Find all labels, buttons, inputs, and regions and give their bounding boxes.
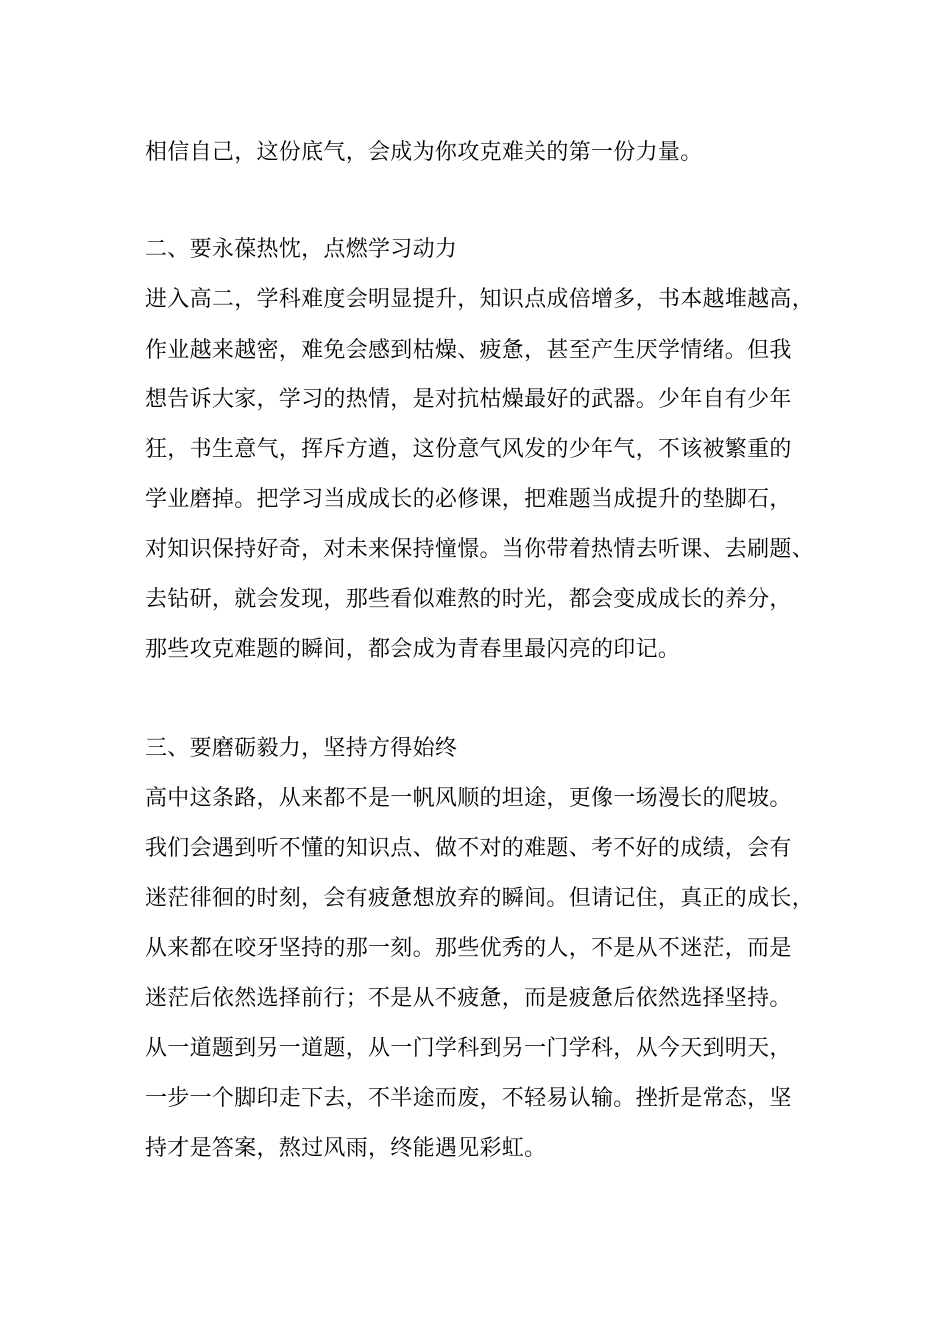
section3-line-6: 从一道题到另一道题，从一门学科到另一门学科，从今天到明天， bbox=[145, 1036, 792, 1061]
section2-line-3: 想告诉大家，学习的热情，是对抗枯燥最好的武器。少年自有少年 bbox=[145, 387, 792, 412]
section2-line-4: 狂，书生意气，挥斥方遒，这份意气风发的少年气，不该被繁重的 bbox=[145, 437, 792, 462]
section3-heading: 三、要磨砺毅力，坚持方得始终 bbox=[145, 736, 458, 761]
section2-line-2: 作业越来越密，难免会感到枯燥、疲惫，甚至产生厌学情绪。但我 bbox=[145, 338, 792, 363]
section3-line-4: 从来都在咬牙坚持的那一刻。那些优秀的人，不是从不迷茫，而是 bbox=[145, 936, 792, 961]
section3-line-1: 高中这条路，从来都不是一帆风顺的坦途，更像一场漫长的爬坡。 bbox=[145, 786, 792, 811]
section3-line-7: 一步一个脚印走下去，不半途而废，不轻易认输。挫折是常态，坚 bbox=[145, 1086, 792, 1111]
section3-line-3: 迷茫徘徊的时刻，会有疲惫想放弃的瞬间。但请记住，真正的成长， bbox=[145, 886, 815, 911]
section3-line-5: 迷茫后依然选择前行；不是从不疲惫，而是疲惫后依然选择坚持。 bbox=[145, 986, 792, 1011]
section2-line-1: 进入高二，学科难度会明显提升，知识点成倍增多，书本越堆越高， bbox=[145, 287, 815, 312]
section2-line-8: 那些攻克难题的瞬间，都会成为青春里最闪亮的印记。 bbox=[145, 637, 681, 662]
section2-heading: 二、要永葆热忱，点燃学习动力 bbox=[145, 237, 458, 262]
section3-line-8: 持才是答案，熬过风雨，终能遇见彩虹。 bbox=[145, 1136, 547, 1161]
section3-line-2: 我们会遇到听不懂的知识点、做不对的难题、考不好的成绩，会有 bbox=[145, 836, 792, 861]
section2-line-5: 学业磨掉。把学习当成成长的必修课，把难题当成提升的垫脚石， bbox=[145, 487, 792, 512]
section2-line-7: 去钻研，就会发现，那些看似难熬的时光，都会变成成长的养分， bbox=[145, 587, 792, 612]
intro-line-1: 相信自己，这份底气，会成为你攻克难关的第一份力量。 bbox=[145, 140, 703, 165]
section2-line-6: 对知识保持好奇，对未来保持憧憬。当你带着热情去听课、去刷题、 bbox=[145, 537, 815, 562]
